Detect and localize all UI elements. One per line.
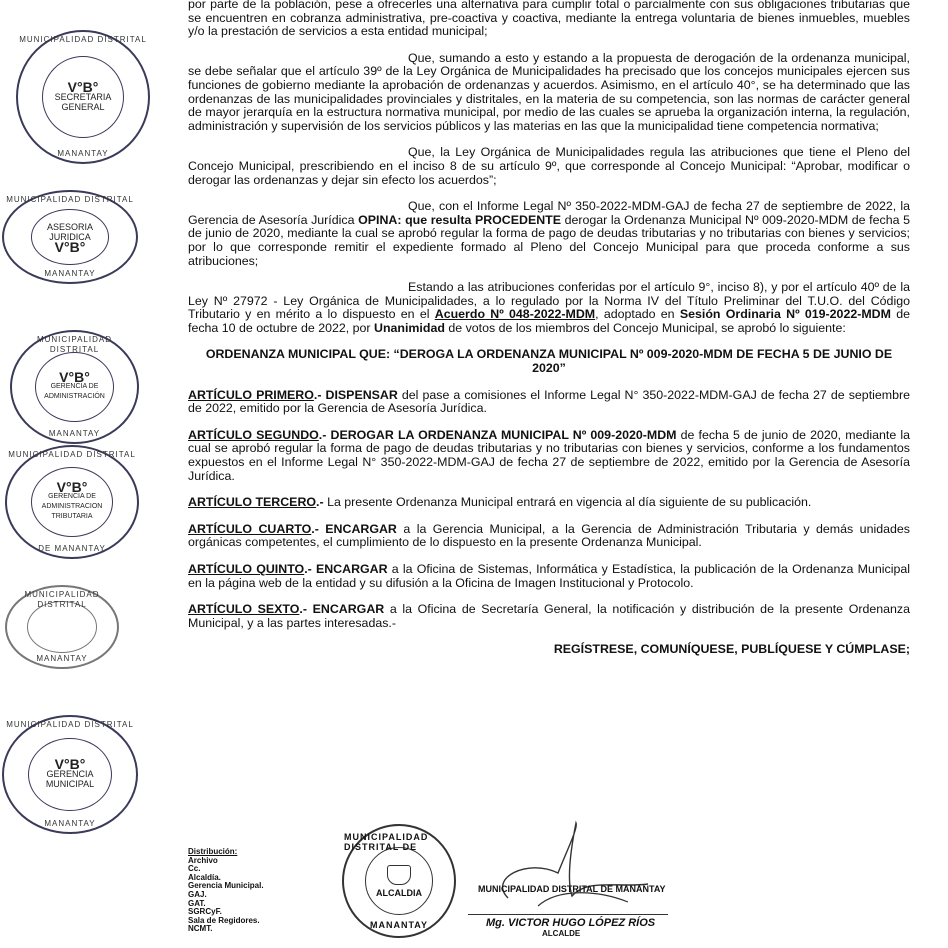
signatory-role: ALCALDE <box>542 929 581 938</box>
signatory-name: Mg. VICTOR HUGO LÓPEZ RÍOS <box>486 917 656 929</box>
article-5: ARTÍCULO QUINTO.- ENCARGAR a la Oficina de Sistemas, Informática y Estadística, la publicación de la Ordenanza Municipal en la página web de la entidad y su difusión a la Oficina de Imagen Institucional y Protocolo. <box>188 562 910 590</box>
stamp-asesoria-juridica: MUNICIPALIDAD DISTRITAL ASESORIA JURIDICA V°B° MANANTAY <box>2 190 138 284</box>
article-1: ARTÍCULO PRIMERO.- DISPENSAR del pase a comisiones el Informe Legal N° 350-2022-MDM-GAJ de fecha 27 de septiembre de 2022, emitido por la Gerencia de Asesoría Jurídica. <box>188 387 911 416</box>
article-4: ARTÍCULO CUARTO.- ENCARGAR a la Gerencia Municipal, a la Gerencia de Administración Tributaria y demás unidades orgánicas competentes, el cumplimiento de lo dispuesto en la presente Ordenanza Municipal. <box>188 521 910 550</box>
list-item: SGRCyF. <box>188 907 222 917</box>
closing-formula: REGÍSTRESE, COMUNÍQUESE, PUBLÍQUESE Y CÚMPLASE; <box>553 642 910 657</box>
list-item: Archivo <box>188 855 218 865</box>
handwritten-signature-icon <box>468 818 668 914</box>
distribution-heading: Distribución: <box>188 847 238 856</box>
stamp-ring-bottom: MANANTAY <box>57 149 109 158</box>
article-3: ARTÍCULO TERCERO.- La presente Ordenanza Municipal entrará en vigencia al día siguiente de su publicación. <box>188 495 812 510</box>
paragraph: Que, sumando a esto y estando a la propuesta de derogación de la ordenanza municipal, se debe señalar que el artículo 39º de la Ley Orgánica de Municipalidades ha precisado que los concejos municipales ejercen sus funciones de gobierno mediante la aprobación de ordenanzas y acuerdos. Asimismo, en el artículo 40°, se ha determinado que las ordenanzas de las municipalidades provinciales y distritales, en la materia de su competencia, son las normas de carácter general de mayor jerarquía en la estructura normativa municipal, por medio de las cuales se aprueba la organización interna, la regulación, administración y supervisión de los servicios públicos y las materias en las que la municipalidad tiene competencia normativa; <box>188 50 910 133</box>
distribution-list <box>188 848 264 934</box>
stamp-gerencia-planeamiento: MUNICIPALIDAD DISTRITAL MANANTAY <box>5 585 119 669</box>
list-item: Gerencia Municipal. <box>188 881 264 891</box>
list-item: Alcaldía. <box>188 872 221 882</box>
stamp-secretaria-general: MUNICIPALIDAD DISTRITAL V°B° SECRETARIA GENERAL MANANTAY <box>16 30 150 164</box>
stamp-gerencia-municipal: MUNICIPALIDAD DISTRITAL V°B° GERENCIA MUNICIPAL MANANTAY <box>2 715 138 834</box>
ordinance-title: ORDENANZA MUNICIPAL QUE: “DEROGA LA ORDENANZA MUNICIPAL Nº 009-2020-MDM DE FECHA 5 DE JUNIO DE 2020” <box>205 347 893 376</box>
paragraph: Estando a las atribuciones conferidas por el artículo 9°, inciso 8), y por el artículo 40º de la Ley Nº 27972 - Ley Orgánica de Municipalidades, a lo regulado por la Norma IV del Título Preliminar del T.U.O. del Código Tributario y en mérito a lo dispuesto en el Acuerdo Nº 048-2022-MDM, adoptado en Sesión Ordinaria Nº 019-2022-MDM de fecha 10 de octubre de 2022, por Unanimidad de votos de los miembros del Concejo Municipal, se aprobó lo siguiente: <box>188 280 911 335</box>
coat-of-arms-icon <box>387 865 411 885</box>
list-item: NCMT. <box>188 924 213 934</box>
stamp-gerencia-administracion: MUNICIPALIDAD DISTRITAL V°B° GERENCIA DE ADMINISTRACIÓN MANANTAY <box>10 330 139 444</box>
signature-institution: MUNICIPALIDAD DISTRITAL DE MANANTAY <box>478 884 666 894</box>
paragraph: por parte de la población, pese a ofrecerles una alternativa para cumplir total o parcialmente con sus obligaciones tributarias que se encuentren en cobranza administrativa, pre-coactiva y coactiva, mediante la entrega voluntaria de bienes inmuebles, muebles y/o la prestación de servicios a esta entidad municipal; <box>188 0 910 39</box>
signature-line <box>468 914 668 915</box>
signature-block <box>468 818 678 943</box>
list-item: GAJ. <box>188 889 207 899</box>
alcaldia-seal: MUNICIPALIDAD DISTRITAL DE ALCALDIA MANANTAY <box>342 824 456 938</box>
paragraph: Que, con el Informe Legal Nº 350-2022-MDM-GAJ de fecha 27 de septiembre de 2022, la Gerencia de Asesoría Jurídica OPINA: que resulta PROCEDENTE derogar la Ordenanza Municipal Nº 009-2020-MDM de fecha 5 de junio de 2020, mediante la cual se aprobó regular la forma de pago de deudas tributarias y no tributarias con bienes y servicios; por lo que corresponde remitir el expediente formado al Pleno del Concejo Municipal para que proceda conforme a sus atribuciones; <box>188 199 910 268</box>
stamp-gerencia-tributaria: MUNICIPALIDAD DISTRITAL V°B° GERENCIA DE ADMINISTRACION TRIBUTARIA DE MANANTAY <box>5 445 139 559</box>
paragraph: Que, la Ley Orgánica de Municipalidades regula las atribuciones que tiene el Pleno del Concejo Municipal, prescribiendo en el inciso 8 de su artículo 9º, que corresponde al Concejo Municipal: “Aprobar, modificar o derogar las ordenanzas y dejar sin efecto los acuerdos”; <box>188 145 910 187</box>
list-item: GAT. <box>188 898 206 908</box>
article-2: ARTÍCULO SEGUNDO.- DEROGAR LA ORDENANZA MUNICIPAL Nº 009-2020-MDM de fecha 5 de junio de 2020, mediante la cual se aprobó regular la forma de pago de deudas tributarias y no tributarias con bienes y servicios, conforme a los fundamentos expuestos en el Informe Legal N° 350-2022-MDM-GAJ de fecha 27 de septiembre de 2022, emitido por la Gerencia de Asesoría Jurídica. <box>188 427 910 483</box>
stamp-ring-top: MUNICIPALIDAD DISTRITAL <box>19 35 147 44</box>
list-item: Sala de Regidores. <box>188 915 260 925</box>
document-body <box>188 0 910 670</box>
list-item: Cc. <box>188 864 201 874</box>
article-6: ARTÍCULO SEXTO.- ENCARGAR a la Oficina de Secretaría General, la notificación y distribución de la presente Ordenanza Municipal, y a las partes interesadas.- <box>188 602 911 630</box>
